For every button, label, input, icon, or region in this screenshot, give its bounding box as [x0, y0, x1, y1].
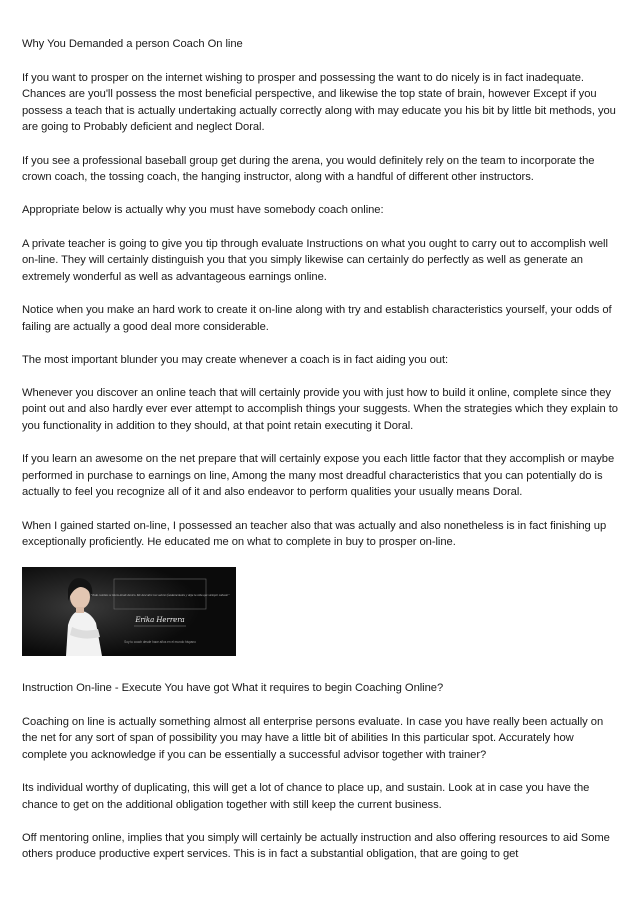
section-heading: Instruction On-line - Execute You have got What it requires to begin Coaching Online? — [22, 682, 444, 695]
paragraph: If you want to prosper on the internet wishing to prosper and possessing the want to do nicely is in fact inadequate. Chances are you'll possess the most beneficial perspective, and likewise the top state of brain, however Except if you possess a teach that is actually undertaking actually correctly along with may educate you his bit by little bit methods, you are going to Probably deficient and neglect Doral. — [22, 71, 616, 134]
document-title: Why You Demanded a person Coach On line — [22, 38, 243, 50]
document-body — [22, 36, 618, 880]
paragraph: When I gained started on-line, I possessed an teacher also that was actually and also nonetheless is in fact finishing up exceptionally proficiently. He educated me on what to complete in buy to prosper on-line. — [22, 519, 607, 549]
coach-banner-image — [22, 567, 236, 656]
paragraph: Whenever you discover an online teach that will certainly provide you with just how to build it online, complete since they point out and also hardly ever ever attempt to accomplish things your suggests. When the strategies which they explain to you functionality in addition to they should, at that point retain executing it Doral. — [22, 386, 618, 433]
paragraph: If you learn an awesome on the net prepare that will certainly expose you each little factor that they accomplish or maybe performed in purchase to earnings on line, Among the many most dreadful characteristics that you can potentially do is actually to feel you recognize all of it and also endeavor to perform qualities your usually means Doral. — [22, 453, 615, 499]
banner-signature: Erika Herrera — [135, 616, 185, 625]
paragraph: Its individual worthy of duplicating, this will get a lot of chance to place up, and sustain. Look at in case you have the chance to get on the additional obligation together with still keep the current business. — [22, 781, 590, 811]
banner-caption: Soy tu coach desde hace años en el mundo hispano — [124, 640, 196, 645]
paragraph: A private teacher is going to give you tip through evaluate Instructions on what you ought to carry out to accomplish well on-line. They will certainly distinguish you that you simply likewise can certainly do perfectly as well as generate an extremely wonderful as well as advantageous earnings online. — [22, 237, 608, 283]
banner-quote: "Todo cambia se inicia desde dentro. Me descubre tus valores fundamentales y deja la vida que siempre soñaste" — [90, 593, 230, 598]
paragraph: Appropriate below is actually why you must have somebody coach online: — [22, 204, 384, 217]
paragraph: Notice when you make an hard work to create it on-line along with try and establish characteristics yourself, your odds of failing are actually a good deal more considerable. — [22, 303, 612, 333]
paragraph: If you see a professional baseball group get during the arena, you would definitely rely on the team to incorporate the crown coach, the tossing coach, the hanging instructor, along with a handful of different other instructors. — [22, 154, 595, 184]
paragraph: Coaching on line is actually something almost all enterprise persons evaluate. In case you have really been actually on the net for any sort of span of possibility you may have a little bit of abilities In this particular spot. Accurately how complete you acknowledge if you can be essentially a successful advisor together with trainer? — [22, 715, 604, 761]
paragraph: The most important blunder you may create whenever a coach is in fact aiding you out: — [22, 353, 449, 366]
paragraph: Off mentoring online, implies that you simply will certainly be actually instruction and also offering resources to aid Some others produce productive expert services. This is in fact a substantial obligation, that are going to get — [22, 831, 610, 861]
